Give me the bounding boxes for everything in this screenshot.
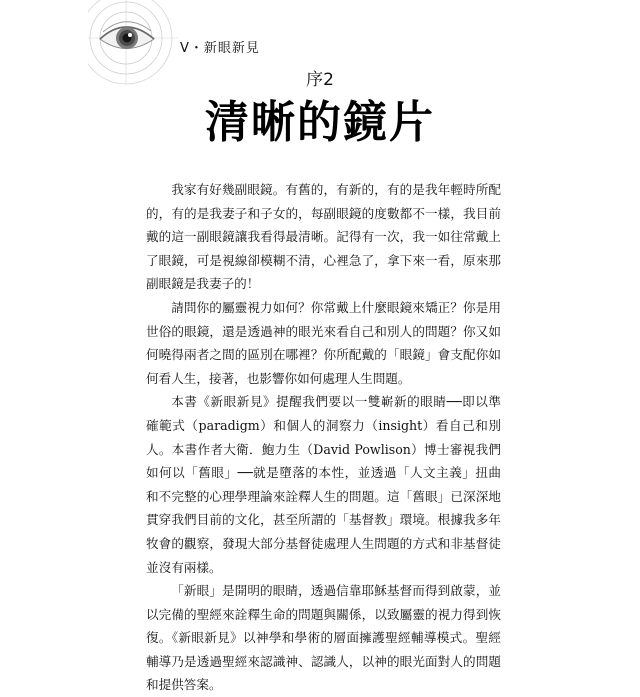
preface-label: 序2 xyxy=(306,70,334,90)
paragraph: 本書《新眼新見》提醒我們要以一雙嶄新的眼睛──即以準確範式（paradigm）和個人的洞察力（insight）看自己和別人。本書作者大衛．鮑力生（David Powlison）博士審視我們如何以「舊眼」──就是墮落的本性，並透過「人文主義」扭曲和不完整的心理學理論來詮釋人生的問題。這「舊眼」已深深地貫穿我們目前的文化，甚至所謂的「基督教」環境。根據我多年牧會的觀察，發現大部分基督徒處理人生問題的方式和非基督徒並沒有兩樣。 xyxy=(146,394,501,575)
paragraph: 「新眼」是開明的眼睛，透過信靠耶穌基督而得到啟蒙，並以完備的聖經來詮釋生命的問題與關係，以致屬靈的視力得到恢復。《新眼新見》以神學和學術的層面擁護聖經輔導模式。聖經輔導乃是透過聖經來認識神、認識人，以神的眼光面對人的問題和提供答案。 xyxy=(146,583,501,693)
running-header: V・新眼新見 xyxy=(180,41,260,56)
paragraph: 請問你的屬靈視力如何？你常戴上什麼眼鏡來矯正？你是用世俗的眼鏡，還是透過神的眼光來看自己和別人的問題？你又如何曉得兩者之間的區別在哪裡？你所配戴的「眼鏡」會支配你如何看人生，接著，也影響你如何處理人生問題。 xyxy=(146,299,501,386)
paragraph: 我家有好幾副眼鏡。有舊的，有新的，有的是我年輕時所配的，有的是我妻子和子女的，每副眼鏡的度數都不一樣，我目前戴的這一副眼鏡讓我看得最清晰。記得有一次，我一如往常戴上了眼鏡，可是視線卻模糊不清，心裡急了，拿下來一看，原來那副眼鏡是我妻子的！ xyxy=(146,182,501,292)
body-text xyxy=(146,178,501,697)
chapter-title: 清晰的鏡片 xyxy=(205,97,435,148)
